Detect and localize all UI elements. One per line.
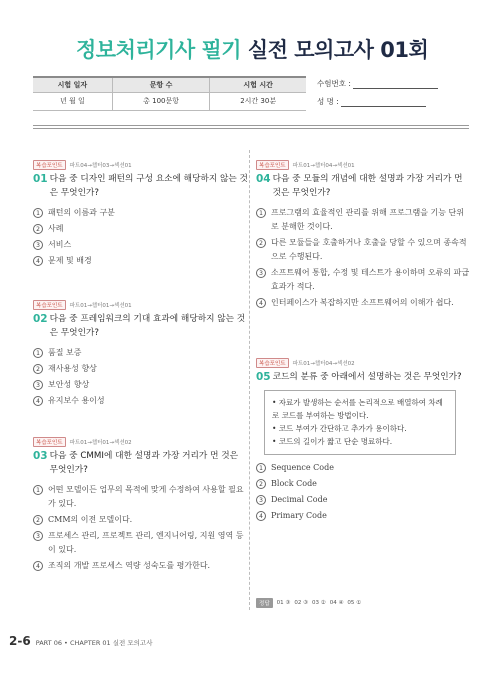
option-number-circle: 3	[33, 240, 43, 250]
examinee-id-line[interactable]	[353, 80, 438, 89]
option-text: Decimal Code	[271, 495, 328, 504]
question-02	[33, 300, 248, 410]
question-01	[33, 160, 248, 270]
answer-key	[256, 598, 361, 608]
review-point	[256, 358, 471, 368]
review-point-ref: 파트01→챕터04→섹션02	[292, 361, 355, 367]
exam-time-value: 2시간 30분	[210, 92, 306, 110]
question-number: 05	[256, 371, 271, 383]
option-1[interactable]	[256, 206, 471, 234]
option-text: 어떤 모델이든 업무의 목적에 맞게 수정하여 사용할 필요가 있다.	[48, 485, 244, 508]
exam-info-value-row	[33, 92, 306, 110]
answer-item: 05 ①	[347, 600, 362, 606]
question-04	[256, 160, 471, 312]
option-list	[33, 346, 248, 408]
option-text: 프로세스 관리, 프로젝트 관리, 엔지니어링, 지원 영역 등이 있다.	[48, 531, 244, 554]
question-stem	[33, 449, 248, 477]
review-point	[33, 437, 248, 447]
header-divider-top	[33, 125, 469, 126]
option-number-circle: 3	[256, 268, 266, 278]
option-list	[33, 206, 248, 268]
option-number-circle: 4	[33, 396, 43, 406]
page-number: 2-6	[9, 634, 31, 648]
header-divider-bottom	[33, 128, 469, 129]
option-number-circle: 4	[256, 511, 266, 521]
option-text: 조직의 개발 프로세스 역량 성숙도를 평가한다.	[48, 561, 211, 570]
option-text: 보안성 향상	[48, 380, 90, 389]
question-number: 01	[33, 173, 48, 185]
column-divider	[249, 150, 250, 610]
title-subject: 정보처리기사 필기	[76, 38, 242, 62]
examinee-id-field[interactable]	[317, 78, 438, 89]
question-03	[33, 437, 248, 575]
option-number-circle: 2	[33, 224, 43, 234]
option-number-circle: 1	[33, 485, 43, 495]
description-item: • 코드 부여가 간단하고 추가가 용이하다.	[272, 424, 407, 433]
option-3[interactable]	[33, 378, 248, 392]
option-text: 패턴의 이름과 구분	[48, 208, 115, 217]
question-text: 다음 중 CMMI에 대한 설명과 가장 거리가 먼 것은 무엇인가?	[49, 451, 239, 475]
option-text: Block Code	[271, 479, 317, 488]
option-4[interactable]	[33, 254, 248, 268]
exam-info-table	[33, 76, 306, 111]
option-text: 문제 및 배경	[48, 256, 92, 265]
question-text: 다음 중 프레임워크의 기대 효과에 해당하지 않는 것은 무엇인가?	[49, 314, 246, 338]
option-text: Primary Code	[271, 511, 327, 520]
option-4[interactable]	[256, 509, 471, 523]
review-point-ref: 파트04→챕터03→섹션01	[69, 163, 132, 169]
option-number-circle: 2	[33, 515, 43, 525]
option-list	[256, 206, 471, 310]
option-text: Sequence Code	[271, 463, 334, 472]
option-3[interactable]	[256, 266, 471, 294]
page-title	[76, 34, 428, 64]
examinee-id-label: 수험번호 :	[317, 79, 351, 88]
option-4[interactable]	[33, 394, 248, 408]
option-text: 인터페이스가 복잡하지만 소프트웨어의 이해가 쉽다.	[271, 298, 454, 307]
option-number-circle: 2	[33, 364, 43, 374]
option-text: 재사용성 향상	[48, 364, 97, 373]
question-text: 다음 중 디자인 패턴의 구성 요소에 해당하지 않는 것은 무엇인가?	[49, 174, 248, 198]
option-1[interactable]	[33, 206, 248, 220]
question-number: 03	[33, 450, 48, 462]
exam-date-header: 시험 일자	[33, 77, 112, 92]
description-item: • 코드의 길이가 짧고 단순 명료하다.	[272, 437, 393, 446]
option-number-circle: 1	[33, 208, 43, 218]
answer-item: 02 ③	[294, 600, 309, 606]
examinee-name-label: 성 명 :	[317, 97, 339, 106]
option-2[interactable]	[33, 513, 248, 527]
option-number-circle: 1	[33, 348, 43, 358]
option-3[interactable]	[256, 493, 471, 507]
question-count-value: 총 100문항	[112, 92, 210, 110]
review-point-tag: 복습포인트	[33, 437, 66, 447]
question-stem	[33, 172, 248, 200]
review-point	[256, 160, 471, 170]
option-2[interactable]	[33, 362, 248, 376]
option-1[interactable]	[33, 346, 248, 360]
exam-info-header-row	[33, 77, 306, 92]
chapter-label: PART 06 • CHAPTER 01 실전 모의고사	[35, 639, 153, 647]
description-item: • 자료가 발생하는 순서를 논리적으로 배열하여 차례로 코드를 부여하는 방법이다.	[272, 398, 443, 420]
option-number-circle: 2	[256, 238, 266, 248]
option-text: 서비스	[48, 240, 72, 249]
answer-item: 03 ②	[312, 600, 326, 606]
review-point	[33, 300, 248, 310]
option-number-circle: 2	[256, 479, 266, 489]
review-point	[33, 160, 248, 170]
option-number-circle: 4	[33, 256, 43, 266]
option-1[interactable]	[256, 461, 471, 475]
review-point-tag: 복습포인트	[33, 300, 66, 310]
answer-item: 04 ④	[329, 600, 344, 606]
description-box	[264, 390, 456, 455]
option-1[interactable]	[33, 483, 248, 511]
examinee-name-line[interactable]	[341, 98, 426, 107]
option-text: 사례	[48, 224, 64, 233]
option-2[interactable]	[256, 477, 471, 491]
question-text: 코드의 분류 중 아래에서 설명하는 것은 무엇인가?	[272, 372, 462, 382]
question-number: 02	[33, 313, 48, 325]
option-number-circle: 4	[256, 298, 266, 308]
review-point-tag: 복습포인트	[256, 160, 289, 170]
review-point-ref: 파트01→챕터01→섹션02	[69, 440, 132, 446]
question-stem	[256, 172, 471, 200]
question-stem	[33, 312, 248, 340]
question-stem	[256, 370, 471, 384]
option-4[interactable]	[256, 296, 471, 310]
review-point-tag: 복습포인트	[33, 160, 66, 170]
option-number-circle: 3	[256, 495, 266, 505]
option-text: 프로그램의 효율적인 관리를 위해 프로그램을 기능 단위로 분해한 것이다.	[271, 208, 464, 231]
page-footer	[9, 634, 153, 648]
option-number-circle: 1	[256, 208, 266, 218]
review-point-ref: 파트01→챕터01→섹션01	[69, 303, 132, 309]
option-list	[33, 483, 248, 573]
question-count-header: 문항 수	[112, 77, 210, 92]
question-number: 04	[256, 173, 271, 185]
answer-item: 01 ③	[276, 600, 291, 606]
option-text: CMM의 이전 모델이다.	[48, 515, 133, 524]
option-2[interactable]	[256, 236, 471, 264]
title-exam: 실전 모의고사 01회	[247, 38, 429, 62]
examinee-name-field[interactable]	[317, 96, 426, 107]
review-point-tag: 복습포인트	[256, 358, 289, 368]
option-2[interactable]	[33, 222, 248, 236]
option-number-circle: 1	[256, 463, 266, 473]
option-3[interactable]	[33, 238, 248, 252]
option-text: 유지보수 용이성	[48, 396, 105, 405]
option-number-circle: 3	[33, 380, 43, 390]
option-text: 소프트웨어 통합, 수정 및 테스트가 용이하며 오류의 파급 효과가 적다.	[271, 268, 470, 291]
option-list	[256, 461, 471, 523]
option-3[interactable]	[33, 529, 248, 557]
option-number-circle: 3	[33, 531, 43, 541]
answer-key-label: 정답	[256, 598, 273, 608]
option-number-circle: 4	[33, 561, 43, 571]
question-text: 다음 중 모듈의 개념에 대한 설명과 가장 거리가 먼 것은 무엇인가?	[272, 174, 463, 198]
option-text: 품질 보증	[48, 348, 82, 357]
option-text: 다른 모듈들을 호출하거나 호출을 당할 수 있으며 종속적으로 수행된다.	[271, 238, 467, 261]
exam-time-header: 시험 시간	[210, 77, 306, 92]
review-point-ref: 파트01→챕터04→섹션01	[292, 163, 355, 169]
exam-date-value: 년 월 일	[33, 92, 112, 110]
option-4[interactable]	[33, 559, 248, 573]
question-05	[256, 358, 471, 525]
